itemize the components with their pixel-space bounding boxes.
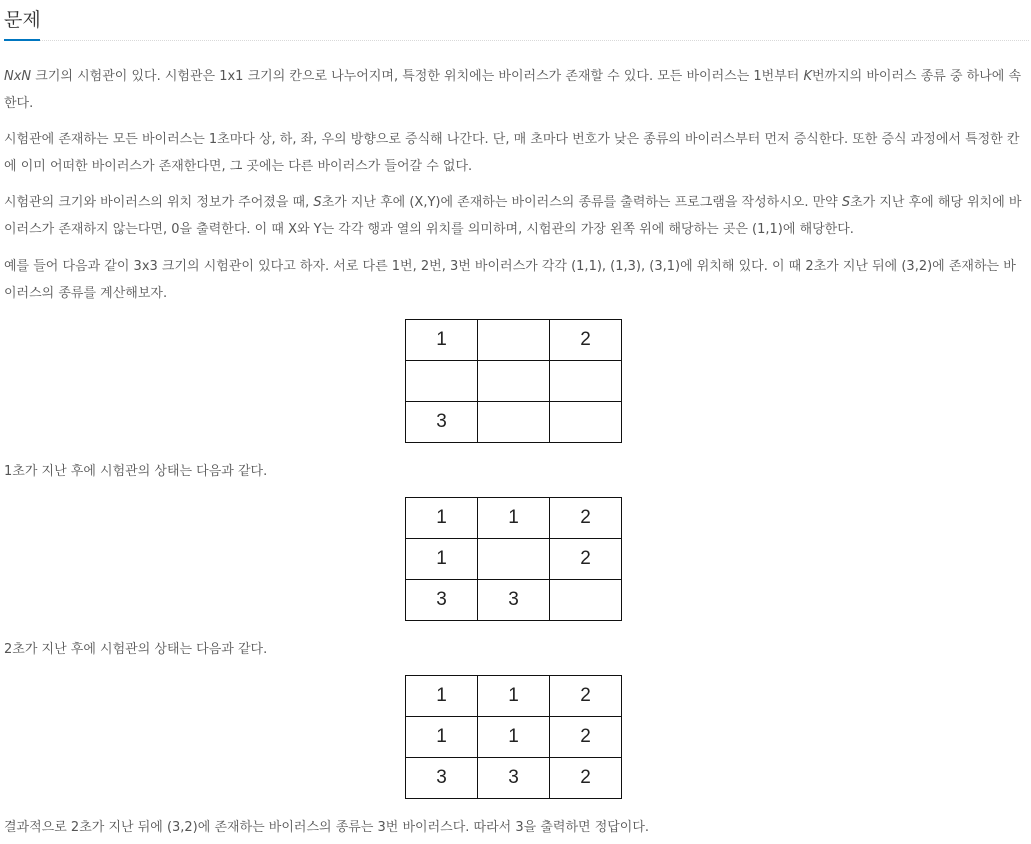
grid-cell: 3	[406, 580, 478, 621]
grid-cell: 2	[550, 320, 622, 361]
grid-cell: 3	[406, 758, 478, 799]
grid-cell	[478, 539, 550, 580]
grid-cell: 1	[406, 717, 478, 758]
problem-paragraph-4: 예를 들어 다음과 같이 3x3 크기의 시험관이 있다고 하자. 서로 다른 1번, 2번, 3번 바이러스가 각각 (1,1), (1,3), (3,1)에 위치해 있다. 이 때 2초가 지난 뒤에 (3,2)에 존재하는 바이러스의 종류를 계산해보자.	[4, 259, 1016, 301]
grid-cell: 3	[478, 580, 550, 621]
grid-cell	[550, 402, 622, 443]
grid-cell	[478, 320, 550, 361]
grid-cell: 1	[478, 717, 550, 758]
grid-cell	[550, 361, 622, 402]
grid-cell: 2	[550, 539, 622, 580]
grid-cell: 2	[550, 676, 622, 717]
grid-after-1s	[405, 497, 622, 621]
grid-cell: 1	[478, 676, 550, 717]
grid-row	[406, 580, 622, 621]
grid-cell: 1	[406, 320, 478, 361]
grid-cell	[406, 361, 478, 402]
grid-row	[406, 320, 622, 361]
grid-cell	[478, 361, 550, 402]
problem-paragraph-7: 결과적으로 2초가 지난 뒤에 (3,2)에 존재하는 바이러스의 종류는 3번 바이러스다. 따라서 3을 출력하면 정답이다.	[4, 820, 650, 835]
grid-cell: 2	[550, 498, 622, 539]
problem-paragraph-5: 1초가 지난 후에 시험관의 상태는 다음과 같다.	[4, 464, 268, 479]
grid-cell: 1	[406, 676, 478, 717]
problem-paragraph-3: 시험관의 크기와 바이러스의 위치 정보가 주어졌을 때, S초가 지난 후에 (X,Y)에 존재하는 바이러스의 종류를 출력하는 프로그램을 작성하시오. 만약 S초가 지난 후에 해당 위치에 바이러스가 존재하지 않는다면, 0을 출력한다. 이 때 X와 Y는 각각 행과 열의 위치를 의미하며, 시험관의 가장 왼쪽 위에 해당하는 곳은 (1,1)에 해당한다.	[4, 195, 1022, 237]
grid-cell: 1	[406, 498, 478, 539]
grid-row	[406, 758, 622, 799]
grid-cell: 1	[406, 539, 478, 580]
problem-paragraph-6: 2초가 지난 후에 시험관의 상태는 다음과 같다.	[4, 642, 268, 657]
grid-cell: 1	[478, 498, 550, 539]
grid-row	[406, 402, 622, 443]
grid-row	[406, 717, 622, 758]
problem-paragraph-1: NxN 크기의 시험관이 있다. 시험관은 1x1 크기의 칸으로 나누어지며, 특정한 위치에는 바이러스가 존재할 수 있다. 모든 바이러스는 1번부터 K번까지의 바이러스 종류 중 하나에 속한다.	[4, 69, 1022, 111]
grid-cell	[550, 580, 622, 621]
section-header	[0, 0, 1031, 42]
grid-cell: 3	[478, 758, 550, 799]
grid-after-2s	[405, 675, 622, 799]
grid-initial	[405, 319, 622, 443]
grid-row	[406, 361, 622, 402]
grid-cell: 2	[550, 758, 622, 799]
section-title: 문제	[4, 9, 41, 31]
header-divider	[40, 40, 1029, 41]
grid-row	[406, 539, 622, 580]
grid-row	[406, 676, 622, 717]
problem-paragraph-2: 시험관에 존재하는 모든 바이러스는 1초마다 상, 하, 좌, 우의 방향으로 증식해 나간다. 단, 매 초마다 번호가 낮은 종류의 바이러스부터 먼저 증식한다. 또한 증식 과정에서 특정한 칸에 이미 어떠한 바이러스가 존재한다면, 그 곳에는 다른 바이러스가 들어갈 수 없다.	[4, 132, 1020, 174]
grid-cell: 2	[550, 717, 622, 758]
grid-cell: 3	[406, 402, 478, 443]
title-underline	[4, 39, 40, 41]
grid-row	[406, 498, 622, 539]
grid-cell	[478, 402, 550, 443]
